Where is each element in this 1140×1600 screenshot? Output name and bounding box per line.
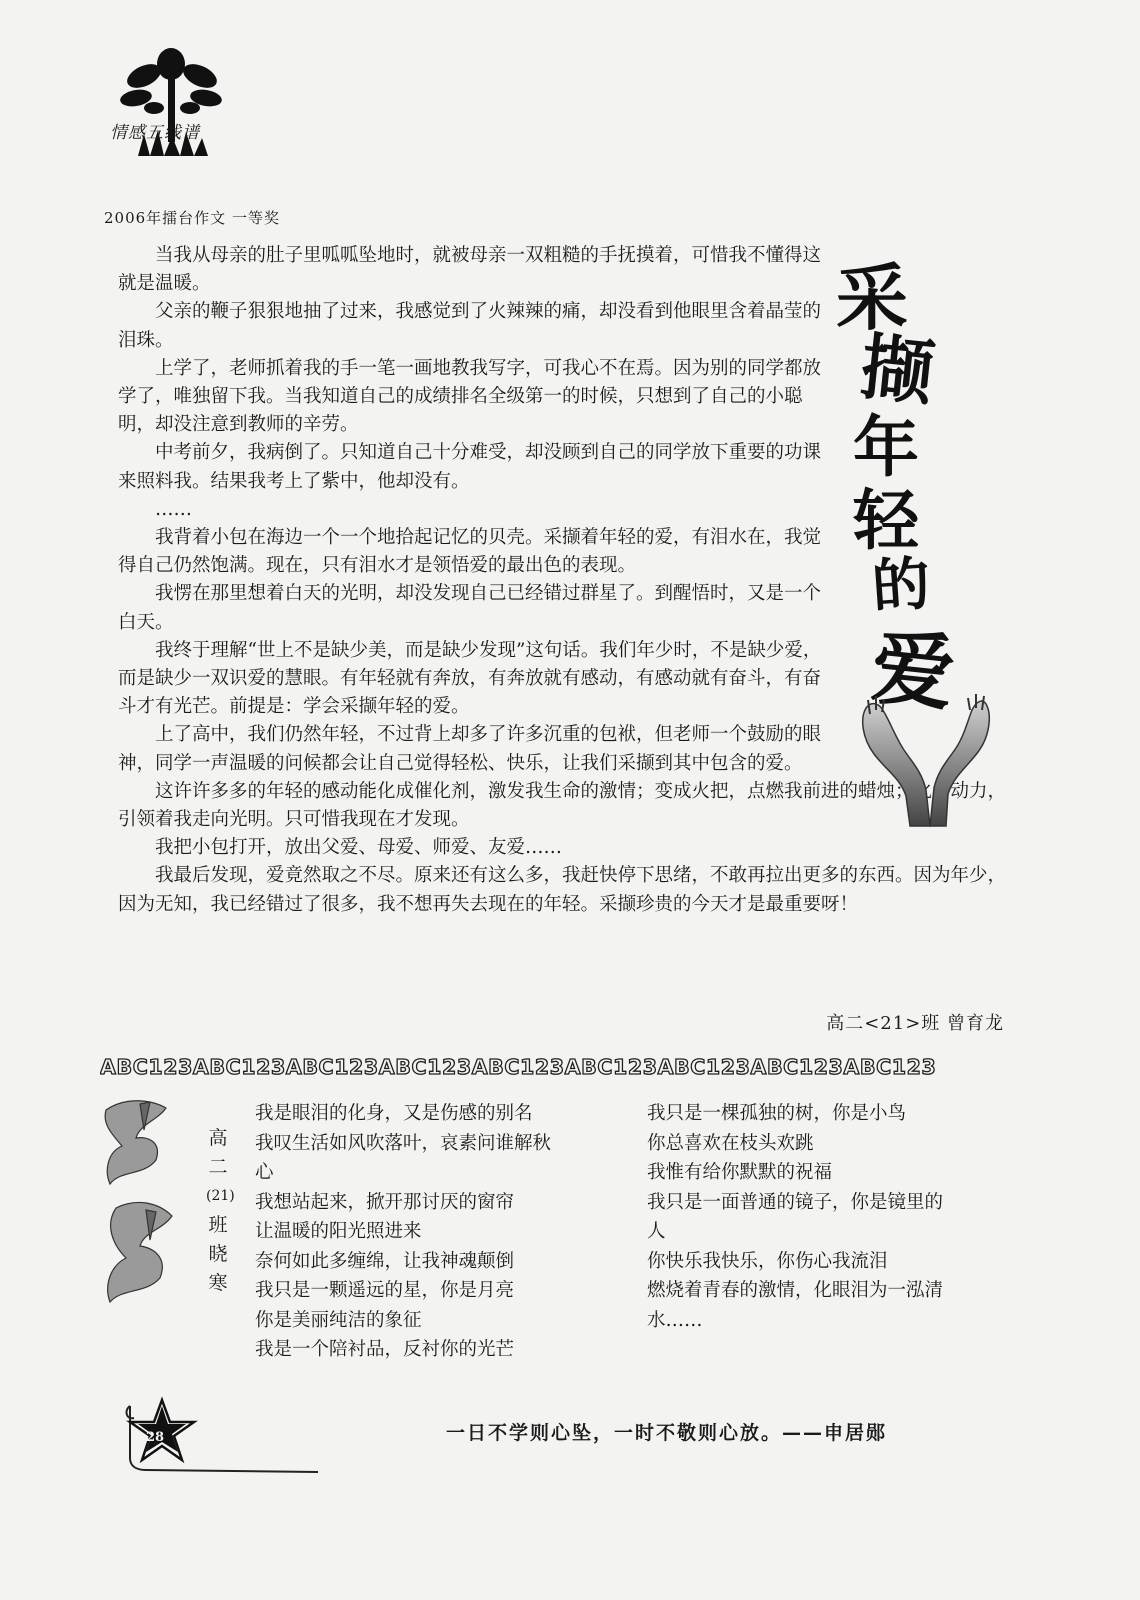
essay-paragraph: 中考前夕，我病倒了。只知道自己十分难受，却没顾到自己的同学放下重要的功课来照料我。结果我考上了紫中，他却没有。 (118, 442, 822, 492)
poem-line: 我惟有给你默默的祝福 (647, 1162, 833, 1183)
essay-paragraph: 父亲的鞭子狠狠地抽了过来，我感觉到了火辣辣的痛，却没看到他眼里含着晶莹的泪珠。 (118, 301, 822, 351)
poem-line: 心 (255, 1162, 274, 1183)
poem-line: 我只是一棵孤独的树，你是小鸟 (647, 1103, 907, 1124)
essay-paragraph: 我最后发现，爱竟然取之不尽。原来还有这么多，我赶快停下思绪，不敢再拉出更多的东西。因为年少，因为无知，我已经错过了很多，我不想再失去现在的年轻。采撷珍贵的今天才是最重要呀！ (118, 865, 1007, 915)
poem-line: 我只是一颗遥远的星，你是月亮 (255, 1280, 515, 1301)
poem-line: 我叹生活如风吹落叶，哀素问谁解秋 (255, 1132, 552, 1154)
poem-line: 你总喜欢在枝头欢跳 (647, 1132, 814, 1154)
poem-column-left (255, 1099, 610, 1365)
poem-author-char: 高 (208, 1127, 228, 1149)
poem-line: 你快乐我快乐，你伤心我流泪 (647, 1250, 888, 1272)
essay-paragraph: …… (155, 498, 192, 520)
footer-quote: 一日不学则心坠，一时不敬则心放。——申居郧 (446, 1422, 888, 1444)
decorative-divider: ABC123ABC123ABC123ABC123ABC123ABC123ABC123ABC123ABC123 (100, 1055, 937, 1079)
poem-line: 我只是一面普通的镜子，你是镜里的 (647, 1191, 944, 1213)
essay-paragraph: 上学了，老师抓着我的手一笔一画地教我写字，可我心不在焉。因为别的同学都放学了，唯独留下我。当我知道自己的成绩排名全级第一的时候，只想到了自己的小聪明，却没注意到教师的辛劳。 (118, 357, 822, 436)
logo-caption: 情感五线谱 (110, 123, 200, 143)
title-char: 的 (869, 549, 933, 621)
cupped-hands-icon (856, 678, 996, 828)
essay-paragraph: 我背着小包在海边一个一个地拾起记忆的贝壳。采撷着年轻的爱，有泪水在，我觉得自己仍然饱满。现在，只有泪水才是领悟爱的最出色的表现。 (118, 527, 822, 577)
poem-line: 我是眼泪的化身，又是伤感的别名 (255, 1103, 533, 1124)
poem-author-char: 晓 (208, 1243, 228, 1265)
poem-line: 让温暖的阳光照进来 (255, 1221, 422, 1242)
essay-author: 高二<21>班 曾育龙 (826, 1013, 1004, 1034)
poem-line: 水…… (647, 1309, 703, 1331)
poem-line: 我想站起来，掀开那讨厌的窗帘 (255, 1191, 515, 1213)
poem-line: 人 (647, 1221, 666, 1242)
essay-paragraph: 这许许多多的年轻的感动能化成催化剂，激发我生命的激情；变成火把，点燃我前进的蜡烛；化为动力，引领着我走向光明。只可惜我现在才发现。 (118, 780, 1007, 831)
essay-body (118, 242, 1007, 919)
poem-author-char: (21) (206, 1188, 235, 1204)
title-char: 爱 (867, 619, 959, 724)
essay-paragraph: 上了高中，我们仍然年轻，不过背上却多了许多沉重的包袱，但老师一个鼓励的眼神，同学一声温暖的问候都会让自己觉得轻松、快乐，让我们采撷到其中包含的爱。 (118, 724, 822, 774)
essay-paragraph: 当我从母亲的肚子里呱呱坠地时，就被母亲一双粗糙的手抚摸着，可惜我不懂得这就是温暖。 (118, 245, 822, 295)
poem-line: 我是一个陪衬品，反衬你的光芒 (255, 1339, 515, 1360)
poem-title-calligraphy-icon (96, 1090, 188, 1308)
poem-line: 你是美丽纯洁的象征 (255, 1309, 422, 1331)
poem-author-char: 班 (208, 1214, 228, 1236)
poem-column-right (647, 1099, 1017, 1335)
essay-paragraph: 我把小包打开，放出父爱、母爱、师爱、友爱…… (155, 837, 563, 859)
essay-paragraph: 我愣在那里想着白天的光明，却没发现自己已经错过群星了。到醒悟时，又是一个白天。 (118, 583, 822, 633)
poem-author-char: 寒 (208, 1272, 228, 1294)
tree-logo-icon (108, 46, 236, 164)
title-char: 撷 (856, 324, 938, 416)
title-char: 采 (836, 256, 909, 340)
page-number: 28 (146, 1430, 165, 1445)
title-char: 轻 (853, 482, 919, 559)
poem-author-char: 二 (208, 1156, 228, 1178)
poem-line: 燃烧着青春的激情，化眼泪为一泓清 (647, 1280, 944, 1301)
title-char: 年 (853, 409, 919, 486)
essay-paragraph: 我终于理解“世上不是缺少美，而是缺少发现”这句话。我们年少时，不是缺少爱，而是缺少一双识爱的慧眼。有年轻就有奔放，有奔放就有感动，有感动就有奋斗，有奋斗才有光芒。前提是：学会采撷年轻的爱。 (118, 639, 822, 718)
poem-line: 奈何如此多缠绵，让我神魂颠倒 (255, 1250, 515, 1272)
award-line: 2006年擂台作文 一等奖 (104, 209, 280, 227)
poem-author (206, 1124, 235, 1298)
